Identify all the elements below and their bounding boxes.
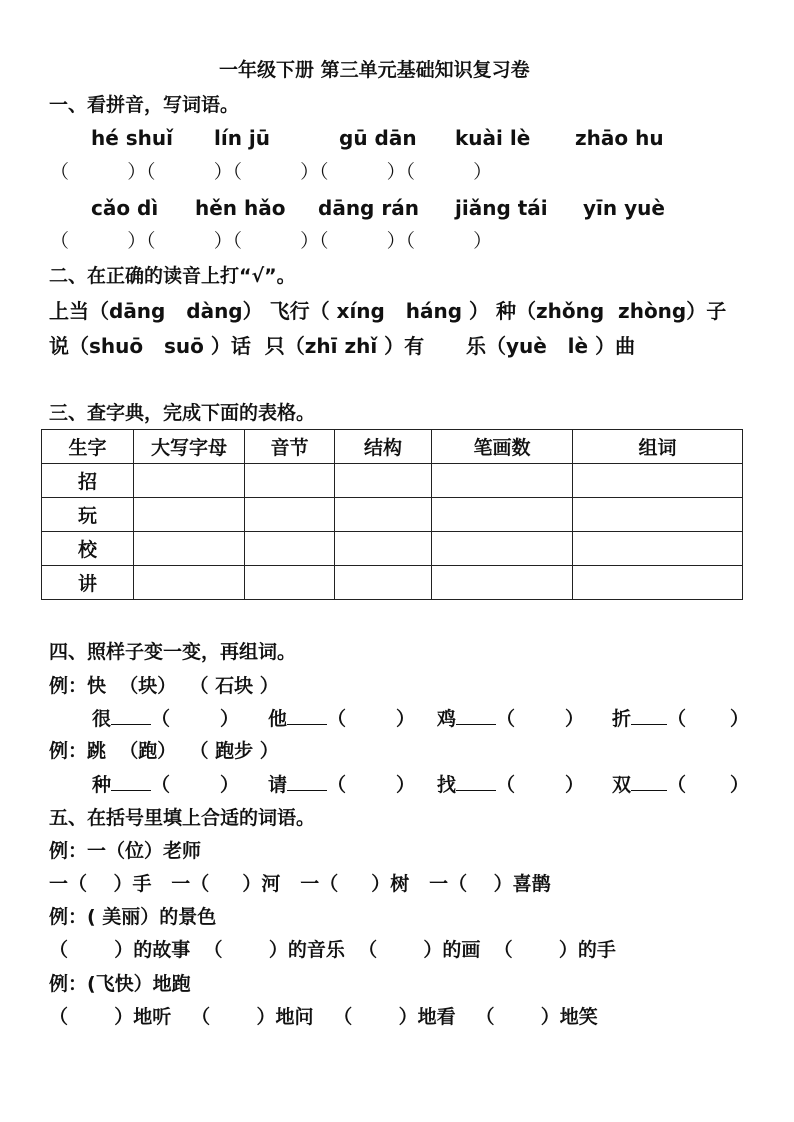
fill-in-line[interactable]: （ ）的故事 （ ）的音乐 （ ）的画 （ ）的手 [49,939,616,961]
base-char: 折 [612,708,632,730]
char-exercise-item[interactable]: 双 （ ） [612,774,750,796]
table-cell-char: 招 [42,464,134,498]
reading-choice-line[interactable]: 上当（dāng dàng） 飞行（ xíng háng ） 种（zhǒng zhòng）子 [49,299,727,323]
base-char: 找 [437,774,457,796]
section-2-heading: 二、在正确的读音上打“√”。 [49,265,296,287]
table-cell[interactable] [245,464,335,498]
char-exercise-item[interactable]: 折 （ ） [612,708,750,730]
table-cell[interactable] [573,498,743,532]
table-cell[interactable] [335,566,432,600]
char-exercise-item[interactable]: 鸡 （ ） [437,708,585,730]
table-header: 大写字母 [134,430,245,464]
table-cell[interactable] [573,464,743,498]
answer-blank[interactable] [111,772,151,791]
table-header: 笔画数 [432,430,573,464]
table-cell[interactable] [134,464,245,498]
table-row [42,464,743,498]
table-row [42,566,743,600]
table-cell[interactable] [245,532,335,566]
fill-in-line[interactable]: （ ）地听 （ ）地问 （ ）地看 （ ）地笑 [49,1006,598,1028]
base-char: 双 [612,774,632,796]
pinyin-item: hěn hǎo [195,196,286,220]
section-3-heading: 三、查字典，完成下面的表格。 [49,402,316,424]
base-char: 鸡 [437,708,457,730]
table-cell[interactable] [335,464,432,498]
fill-in-line[interactable]: 一（ ）手 一（ ）河 一（ ）树 一（ ）喜鹊 [49,873,551,895]
base-char: 很 [92,708,112,730]
table-header: 组词 [573,430,743,464]
pinyin-item: jiǎng tái [455,196,548,220]
char-exercise-item[interactable]: 他 （ ） [268,708,416,730]
example-line: 例：(飞快）地跑 [49,973,191,995]
pinyin-item: hé shuǐ [91,126,174,150]
answer-blank[interactable] [631,772,667,791]
table-cell[interactable] [432,498,573,532]
table-cell[interactable] [432,464,573,498]
table-cell[interactable] [335,532,432,566]
char-exercise-item[interactable]: 很 （ ） [92,708,240,730]
pinyin-item: cǎo dì [91,196,159,220]
table-header: 生字 [42,430,134,464]
dictionary-table [41,429,743,600]
answer-blank[interactable] [631,706,667,725]
section-1-heading: 一、看拼音，写词语。 [49,94,240,116]
char-exercise-item[interactable]: 请 （ ） [268,774,416,796]
table-header: 音节 [245,430,335,464]
table-header: 结构 [335,430,432,464]
table-cell[interactable] [432,566,573,600]
answer-blank[interactable] [287,772,327,791]
example-line: 例：快 （块） （ 石块 ） [49,675,279,697]
table-cell[interactable] [134,532,245,566]
example-line: 例：跳 （跑） （ 跑步 ） [49,740,279,762]
answer-blank[interactable] [111,706,151,725]
table-cell[interactable] [134,566,245,600]
answer-blank[interactable] [456,706,496,725]
answer-brackets-row[interactable]: （ ）（ ）（ ）（ ）（ ） [50,161,492,183]
base-char: 种 [92,774,112,796]
section-5-heading: 五、在括号里填上合适的词语。 [49,807,316,829]
page-title: 一年级下册 第三单元基础知识复习卷 [219,59,530,81]
section-4-heading: 四、照样子变一变，再组词。 [49,641,297,663]
table-row [42,532,743,566]
example-line: 例：一（位）老师 [49,840,202,862]
table-cell[interactable] [245,498,335,532]
answer-blank[interactable] [456,772,496,791]
answer-blank[interactable] [287,706,327,725]
example-line: 例：( 美丽）的景色 [49,906,217,928]
pinyin-item: dāng rán [318,196,419,220]
base-char: 他 [268,708,288,730]
table-cell[interactable] [134,498,245,532]
table-cell-char: 讲 [42,566,134,600]
pinyin-item: gū dān [339,126,417,150]
table-cell-char: 玩 [42,498,134,532]
table-cell[interactable] [335,498,432,532]
pinyin-item: kuài lè [455,126,531,150]
table-cell[interactable] [245,566,335,600]
char-exercise-item[interactable]: 种 （ ） [92,774,240,796]
table-cell-char: 校 [42,532,134,566]
answer-brackets-row[interactable]: （ ）（ ）（ ）（ ）（ ） [50,230,492,252]
table-cell[interactable] [573,532,743,566]
pinyin-item: yīn yuè [583,196,665,220]
base-char: 请 [268,774,288,796]
char-exercise-item[interactable]: 找 （ ） [437,774,585,796]
table-header-row [42,430,743,464]
pinyin-item: zhāo hu [575,126,664,150]
pinyin-item: lín jū [214,126,271,150]
table-cell[interactable] [573,566,743,600]
table-cell[interactable] [432,532,573,566]
reading-choice-line[interactable]: 说（shuō suō ）话 只（zhī zhǐ ）有 乐（yuè lè ）曲 [49,334,636,358]
table-row [42,498,743,532]
